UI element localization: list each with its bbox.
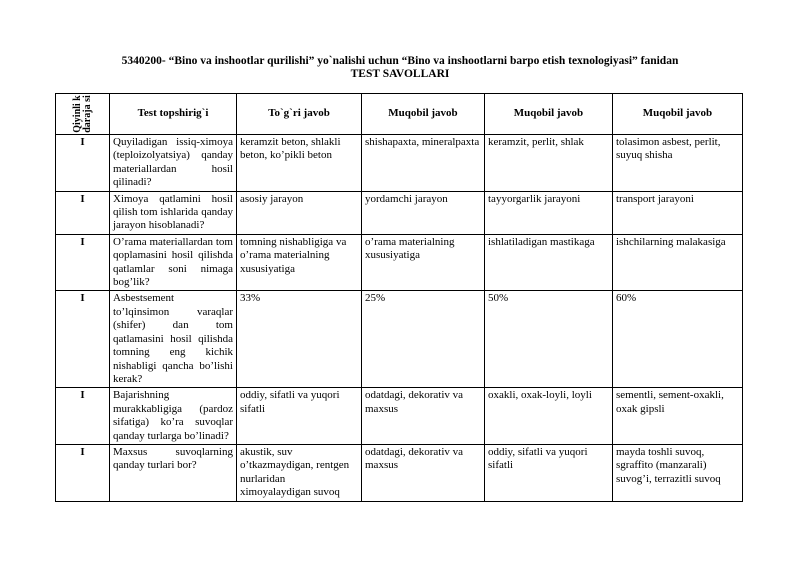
header-alternative-1: Muqobil javob: [362, 94, 485, 135]
alternative-3-cell: mayda toshli suvoq, sgraffito (manzarali) suvog’i, terrazitli suvoq: [613, 444, 743, 501]
alternative-3-cell: ishchilarning malakasiga: [613, 234, 743, 291]
alternative-1-cell: odatdagi, dekorativ va maxsus: [362, 388, 485, 445]
task-cell: Maxsus suvoqlarning qanday turlari bor?: [110, 444, 237, 501]
correct-answer-cell: 33%: [237, 291, 362, 388]
alternative-2-cell: oddiy, sifatli va yuqori sifatli: [485, 444, 613, 501]
alternative-3-cell: 60%: [613, 291, 743, 388]
level-cell: I: [56, 234, 110, 291]
alternative-2-cell: tayyorgarlik jarayoni: [485, 191, 613, 234]
alternative-2-cell: 50%: [485, 291, 613, 388]
table-row: [56, 291, 743, 388]
alternative-2-cell: keramzit, perlit, shlak: [485, 135, 613, 192]
header-alternative-3: Muqobil javob: [613, 94, 743, 135]
table-row: [56, 388, 743, 445]
alternative-3-cell: tolasimon asbest, perlit, suyuq shisha: [613, 135, 743, 192]
task-cell: Ximoya qatlamini hosil qilish tom ishlarida qanday jarayon hisoblanadi?: [110, 191, 237, 234]
table-row: [56, 234, 743, 291]
alternative-1-cell: o’rama materialning xususiyatiga: [362, 234, 485, 291]
header-level: Qiyinli k daraja si: [56, 94, 110, 135]
correct-answer-cell: oddiy, sifatli va yuqori sifatli: [237, 388, 362, 445]
alternative-1-cell: shishapaxta, mineralpaxta: [362, 135, 485, 192]
alternative-3-cell: sementli, sement-oxakli, oxak gipsli: [613, 388, 743, 445]
correct-answer-cell: tomning nishabligiga va o’rama materialning xususiyatiga: [237, 234, 362, 291]
header-task: Test topshirig`i: [110, 94, 237, 135]
alternative-2-cell: ishlatiladigan mastikaga: [485, 234, 613, 291]
table-row: [56, 444, 743, 501]
test-questions-table: [55, 93, 743, 502]
alternative-3-cell: transport jarayoni: [613, 191, 743, 234]
table-row: [56, 135, 743, 192]
level-cell: I: [56, 388, 110, 445]
alternative-1-cell: odatdagi, dekorativ va maxsus: [362, 444, 485, 501]
alternative-2-cell: oxakli, oxak-loyli, loyli: [485, 388, 613, 445]
level-cell: I: [56, 135, 110, 192]
level-cell: I: [56, 291, 110, 388]
document-title: 5340200- “Bino va inshootlar qurilishi” yo`nalishi uchun “Bino va inshootlarni barpo etish texnologiyasi” fanidan: [121, 55, 679, 67]
correct-answer-cell: asosiy jarayon: [237, 191, 362, 234]
header-alternative-2: Muqobil javob: [485, 94, 613, 135]
correct-answer-cell: keramzit beton, shlakli beton, ko’pikli beton: [237, 135, 362, 192]
task-cell: O’rama materiallardan tom qoplamasini hosil qilishda qatlamlar soni nimaga bog’lik?: [110, 234, 237, 291]
alternative-1-cell: 25%: [362, 291, 485, 388]
correct-answer-cell: akustik, suv o’tkazmaydigan, rentgen nurlaridan ximoyalaydigan suvoq: [237, 444, 362, 501]
task-cell: Quyiladigan issiq-ximoya (teploizolyatsiya) qanday materiallardan hosil qilinadi?: [110, 135, 237, 192]
alternative-1-cell: yordamchi jarayon: [362, 191, 485, 234]
table-header-row: [56, 94, 743, 135]
task-cell: Bajarishning murakkabligiga (pardoz sifatiga) ko’ra suvoqlar qanday turlarga bo’linadi?: [110, 388, 237, 445]
header-correct-answer: To`g`ri javob: [237, 94, 362, 135]
level-cell: I: [56, 191, 110, 234]
document-subtitle: TEST SAVOLLARI: [350, 68, 450, 80]
level-cell: I: [56, 444, 110, 501]
table-row: [56, 191, 743, 234]
task-cell: Asbestsement to’lqinsimon varaqlar (shifer) dan tom qatlamasini hosil qilishda tomning eng kichik nishabligi qancha bo’lishi kerak?: [110, 291, 237, 388]
